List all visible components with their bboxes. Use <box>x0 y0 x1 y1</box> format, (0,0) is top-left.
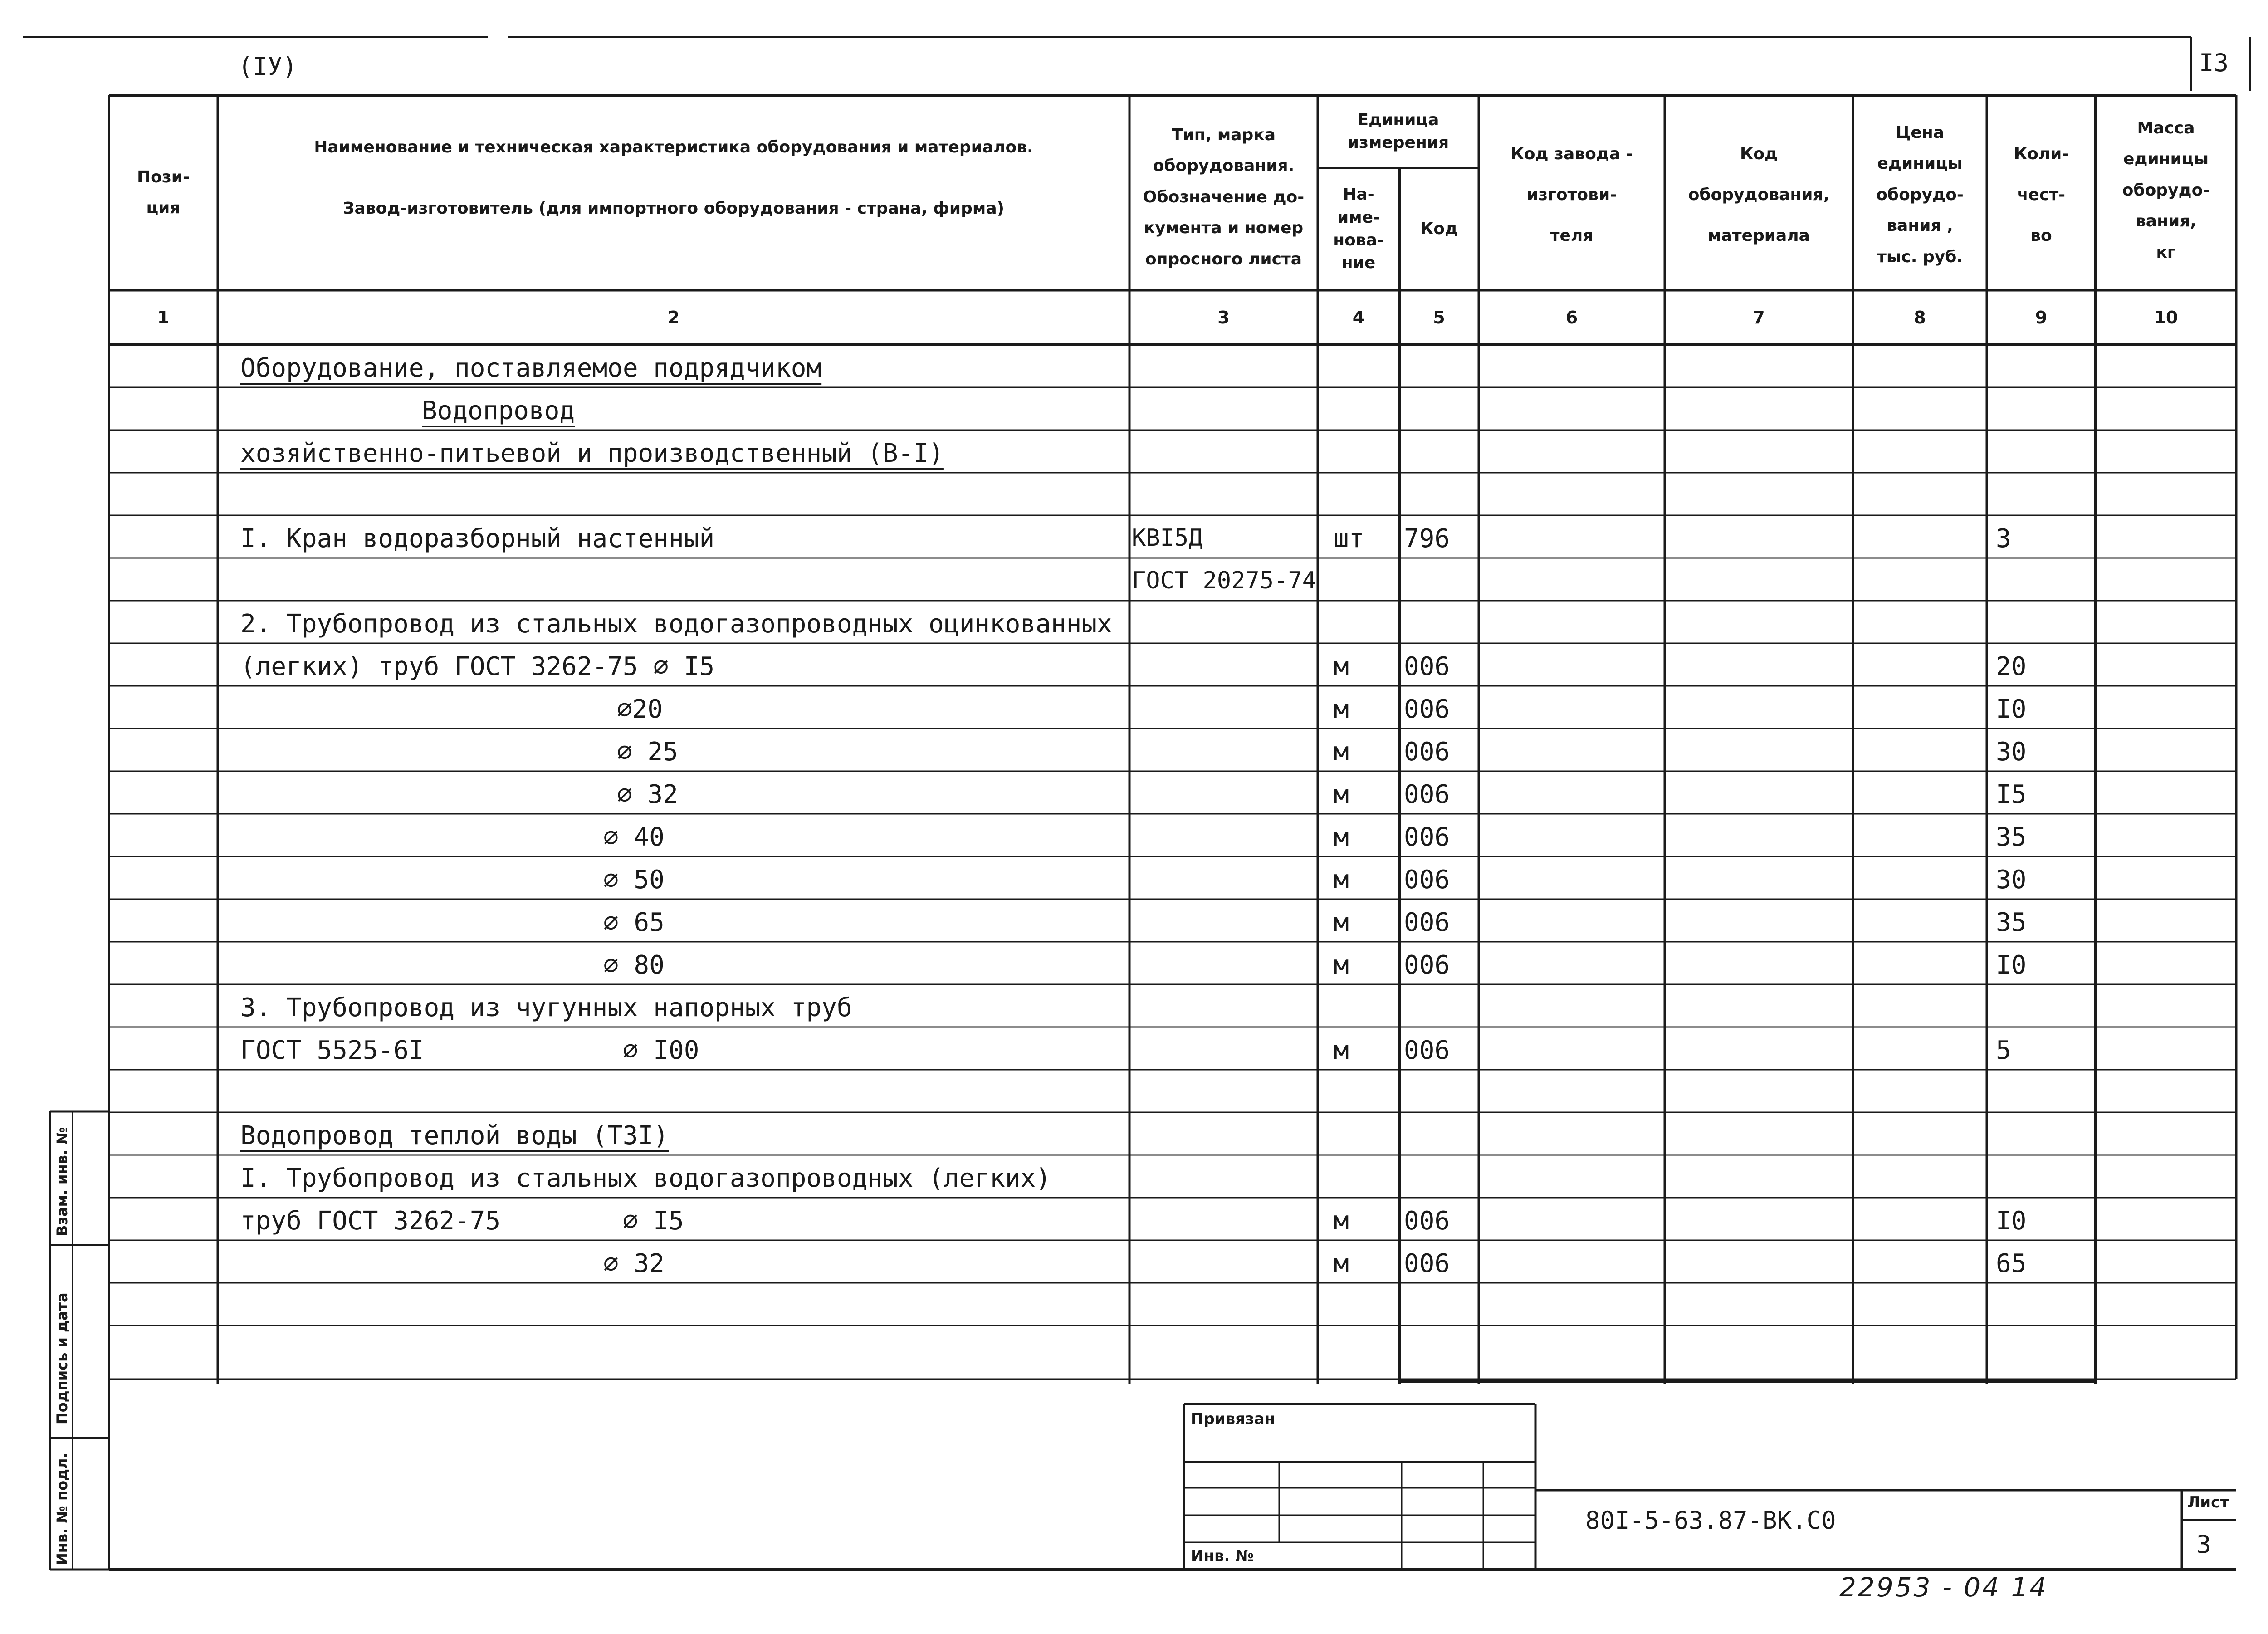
header-manufacturer: Завод-изготовитель (для импортного оборудования - страна, фирма) <box>342 199 1005 218</box>
cell-name: 3. Трубопровод из чугунных напорных труб <box>240 993 852 1022</box>
header-unit-name: На- име- нова- ние <box>1333 185 1384 273</box>
table-row <box>109 1155 2236 1198</box>
table-row <box>109 814 2236 856</box>
cell-unit: м <box>1334 822 1349 852</box>
cell-type: ГОСТ 20275-74 <box>1132 567 1316 594</box>
cell-name: хозяйственно-питьевой и производственный (В-I) <box>240 439 944 468</box>
cell-name: Оборудование, поставляемое подрядчиком <box>240 353 822 383</box>
cell-code: 006 <box>1404 865 1450 895</box>
side-label-signature-date: Подпись и дата <box>54 1292 71 1424</box>
cell-unit: м <box>1334 1206 1349 1236</box>
table-row <box>109 345 2236 387</box>
header-unit: Единица измерения <box>1347 110 1449 152</box>
cell-unit: м <box>1334 695 1349 724</box>
cell-unit: м <box>1334 865 1349 895</box>
header-mass: Масса единицы оборудо- вания, кг <box>2122 119 2210 262</box>
cell-unit: шт <box>1334 524 1364 553</box>
cell-unit: м <box>1334 950 1349 980</box>
table-row <box>109 1198 2236 1240</box>
col-number: 8 <box>1914 308 1926 328</box>
header-type: Тип, марка оборудования. Обозначение до- кумента и номер опросного листа <box>1143 126 1305 269</box>
cell-name: ∅ 25 <box>617 737 678 767</box>
table-row <box>109 686 2236 729</box>
table-row <box>109 558 2236 601</box>
corner-page-number: I3 <box>2199 49 2229 77</box>
cell-unit: м <box>1334 908 1349 937</box>
col-number: 1 <box>157 308 170 328</box>
col-number: 6 <box>1565 308 1578 328</box>
cell-qty: I5 <box>1996 780 2027 809</box>
cell-qty: 20 <box>1996 652 2027 681</box>
cell-code: 006 <box>1404 1036 1450 1065</box>
handwritten-archive-number: 22953 - 04 14 <box>1839 1572 2048 1603</box>
cell-name: ГОСТ 5525-6I ∅ I00 <box>240 1036 699 1065</box>
table-row <box>109 771 2236 814</box>
table-row <box>109 515 2236 558</box>
col-number: 7 <box>1753 308 1765 328</box>
cell-code: 006 <box>1404 1249 1450 1278</box>
table-row <box>109 601 2236 643</box>
cell-code: 006 <box>1404 780 1450 809</box>
cell-qty: 30 <box>1996 737 2027 767</box>
cell-qty: 3 <box>1996 524 2011 553</box>
cell-unit: м <box>1334 1249 1349 1278</box>
table-row <box>109 643 2236 686</box>
side-label-replacement-inv: Взам. инв. № <box>54 1127 71 1236</box>
col-number: 10 <box>2154 308 2178 328</box>
cell-qty: 30 <box>1996 865 2027 895</box>
cell-name: I. Трубопровод из стальных водогазопроводных (легких) <box>240 1164 1051 1193</box>
table-row <box>109 942 2236 984</box>
table-row <box>109 899 2236 942</box>
cell-code: 006 <box>1404 737 1450 767</box>
cell-code: 006 <box>1404 1206 1450 1236</box>
table-row <box>109 1070 2236 1112</box>
table-row <box>109 1326 2236 1368</box>
cell-name: ∅20 <box>617 695 663 724</box>
table-row <box>109 856 2236 899</box>
cell-code: 006 <box>1404 695 1450 724</box>
cell-name: Водопровод теплой воды (Т3I) <box>240 1121 669 1150</box>
cell-qty: 5 <box>1996 1036 2011 1065</box>
header-name: Наименование и техническая характеристика оборудования и материалов. <box>314 137 1033 157</box>
table-row <box>109 1112 2236 1155</box>
cell-code: 796 <box>1404 524 1450 553</box>
side-label-original-inv: Инв. № подл. <box>54 1453 71 1565</box>
header-position: Пози- ция <box>137 167 190 217</box>
header-equipment-code: Код оборудования, материала <box>1688 145 1830 245</box>
document-code: 80I-5-63.87-ВК.С0 <box>1585 1506 1836 1535</box>
table-row <box>109 473 2236 515</box>
col-number: 5 <box>1433 308 1445 328</box>
section-label: (IУ) <box>238 52 298 81</box>
sheet-label: Лист <box>2187 1493 2229 1512</box>
cell-qty: I0 <box>1996 950 2027 980</box>
header-factory-code: Код завода - изготови- теля <box>1510 145 1633 245</box>
cell-name: ∅ 80 <box>603 950 665 980</box>
cell-qty: I0 <box>1996 1206 2027 1236</box>
cell-code: 006 <box>1404 950 1450 980</box>
table-row <box>109 984 2236 1027</box>
cell-qty: I0 <box>1996 695 2027 724</box>
cell-code: 006 <box>1404 652 1450 681</box>
table-row <box>109 1027 2236 1070</box>
cell-unit: м <box>1334 780 1349 809</box>
table-row <box>109 729 2236 771</box>
table-row <box>109 387 2236 430</box>
col-number: 9 <box>2035 308 2048 328</box>
sheet-number: 3 <box>2196 1530 2211 1559</box>
cell-unit: м <box>1334 1036 1349 1065</box>
table-row <box>109 430 2236 473</box>
cell-name: ∅ 50 <box>603 865 665 895</box>
cell-qty: 65 <box>1996 1249 2027 1278</box>
cell-code: 006 <box>1404 908 1450 937</box>
cell-qty: 35 <box>1996 908 2027 937</box>
cell-name: I. Кран водоразборный настенный <box>240 524 715 553</box>
cell-name: ∅ 65 <box>603 908 665 937</box>
cell-name: ∅ 40 <box>603 822 665 852</box>
cell-name: Водопровод <box>422 396 575 426</box>
cell-name: 2. Трубопровод из стальных водогазопроводных оцинкованных <box>240 609 1112 639</box>
cell-name: (легких) труб ГОСТ 3262-75 ∅ I5 <box>240 652 715 681</box>
header-unit-code: Код <box>1420 219 1458 238</box>
header-price: Цена единицы оборудо- вания , тыс. руб. <box>1876 123 1964 266</box>
stamp-inv-number: Инв. № <box>1191 1547 1254 1565</box>
header-quantity: Коли- чест- во <box>2014 145 2069 245</box>
stamp-privyazan: Привязан <box>1191 1410 1276 1428</box>
cell-name: ∅ 32 <box>617 780 678 809</box>
table-row <box>109 1240 2236 1283</box>
col-number: 3 <box>1217 308 1230 328</box>
col-number: 4 <box>1352 308 1365 328</box>
cell-name: труб ГОСТ 3262-75 ∅ I5 <box>240 1206 684 1236</box>
table-row <box>109 1283 2236 1326</box>
cell-qty: 35 <box>1996 822 2027 852</box>
cell-type: КВI5Д <box>1132 524 1203 552</box>
cell-code: 006 <box>1404 822 1450 852</box>
cell-name: ∅ 32 <box>603 1249 665 1278</box>
col-number: 2 <box>667 308 680 328</box>
cell-unit: м <box>1334 737 1349 767</box>
cell-unit: м <box>1334 652 1349 681</box>
